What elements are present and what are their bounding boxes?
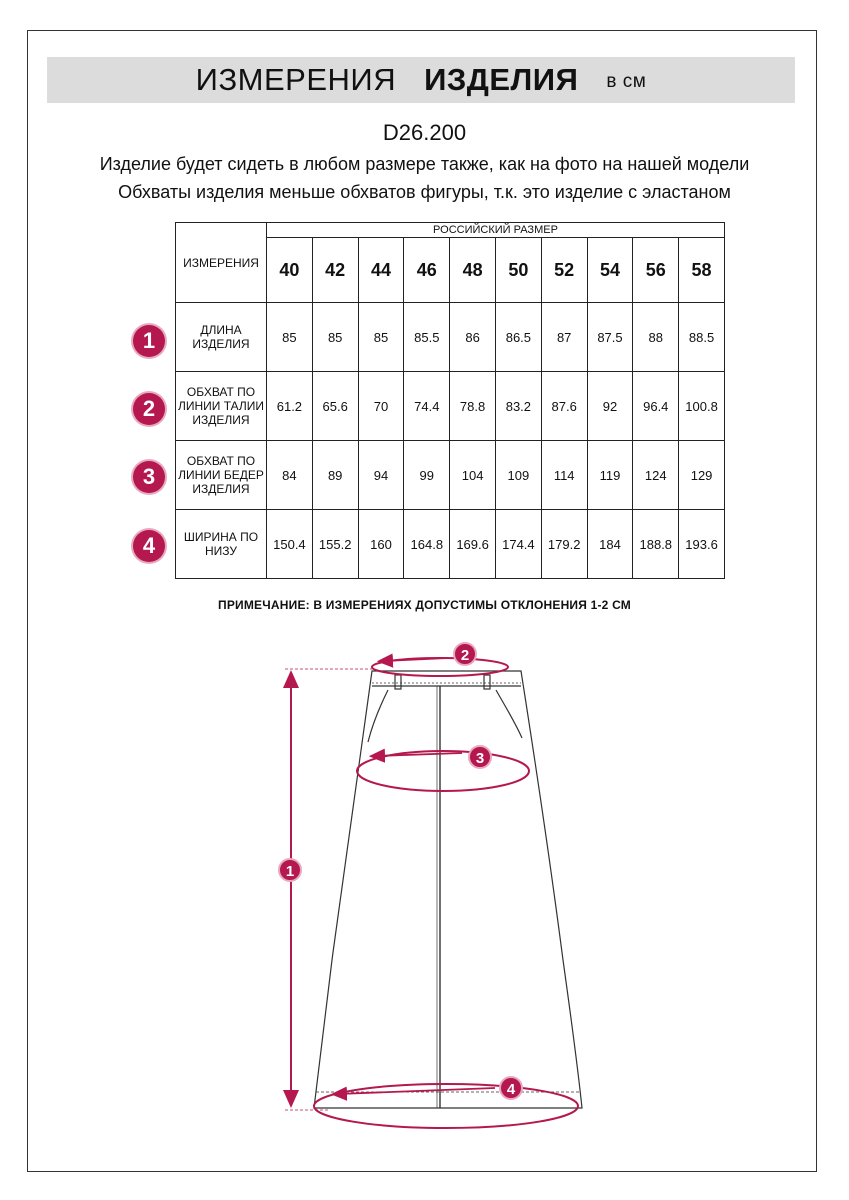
size-header: 46 <box>404 238 450 303</box>
size-header: 40 <box>267 238 313 303</box>
row-label: ДЛИНА ИЗДЕЛИЯ <box>176 303 267 372</box>
table-cell: 188.8 <box>633 510 679 579</box>
table-cell: 179.2 <box>541 510 587 579</box>
table-cell: 89 <box>312 441 358 510</box>
measure-badge-1: 1 <box>133 325 165 357</box>
table-cell: 160 <box>358 510 404 579</box>
measure-badge-4: 4 <box>133 530 165 562</box>
product-code: D26.200 <box>382 120 467 145</box>
table-cell: 86 <box>450 303 496 372</box>
table-cell: 83.2 <box>495 372 541 441</box>
skirt-outline <box>314 671 582 1108</box>
remark-note: ПРИМЕЧАНИЕ: В ИЗМЕРЕНИЯХ ДОПУСТИМЫ ОТКЛОНЕНИЯ 1-2 СМ <box>218 598 631 612</box>
diagram-marker-4 <box>500 1077 522 1099</box>
table-cell: 92 <box>587 372 633 441</box>
table-cell: 193.6 <box>679 510 725 579</box>
diagram-marker-1 <box>279 859 301 881</box>
table-cell: 150.4 <box>267 510 313 579</box>
title-part2: ИЗДЕЛИЯ <box>424 62 579 97</box>
table-cell: 124 <box>633 441 679 510</box>
title-part1: ИЗМЕРЕНИЯ <box>195 62 397 97</box>
table-cell: 85 <box>312 303 358 372</box>
size-header: 58 <box>679 238 725 303</box>
size-header: 56 <box>633 238 679 303</box>
size-header: 48 <box>450 238 496 303</box>
row-label: ШИРИНА ПО НИЗУ <box>176 510 267 579</box>
table-cell: 104 <box>450 441 496 510</box>
table-cell: 85 <box>358 303 404 372</box>
table-cell: 96.4 <box>633 372 679 441</box>
marker-label: 1 <box>285 863 295 880</box>
table-cell: 87.6 <box>541 372 587 441</box>
table-cell: 109 <box>495 441 541 510</box>
row-label: ОБХВАТ ПО ЛИНИИ ТАЛИИ ИЗДЕЛИЯ <box>176 372 267 441</box>
table-cell: 87.5 <box>587 303 633 372</box>
table-cell: 87 <box>541 303 587 372</box>
size-header: 44 <box>358 238 404 303</box>
table-cell: 61.2 <box>267 372 313 441</box>
table-cell: 84 <box>267 441 313 510</box>
measure-badge-2: 2 <box>133 393 165 425</box>
table-cell: 86.5 <box>495 303 541 372</box>
table-cell: 184 <box>587 510 633 579</box>
table-cell: 99 <box>404 441 450 510</box>
diagram-marker-3 <box>469 746 491 768</box>
table-cell: 174.4 <box>495 510 541 579</box>
table-cell: 78.8 <box>450 372 496 441</box>
table-cell: 129 <box>679 441 725 510</box>
table-cell: 88.5 <box>679 303 725 372</box>
table-cell: 100.8 <box>679 372 725 441</box>
table-cell: 94 <box>358 441 404 510</box>
fit-note: Изделие будет сидеть в любом размере также, как на фото на нашей модели <box>99 154 750 174</box>
size-header: 52 <box>541 238 587 303</box>
size-header: 54 <box>587 238 633 303</box>
size-header: 42 <box>312 238 358 303</box>
row-label: ОБХВАТ ПО ЛИНИИ БЕДЕР ИЗДЕЛИЯ <box>176 441 267 510</box>
table-cell: 85 <box>267 303 313 372</box>
size-group-header: РОССИЙСКИЙ РАЗМЕР <box>267 223 725 238</box>
size-header: 50 <box>495 238 541 303</box>
marker-label: 4 <box>506 1081 516 1098</box>
marker-label: 3 <box>475 750 485 767</box>
marker-label: 2 <box>460 647 470 664</box>
table-cell: 169.6 <box>450 510 496 579</box>
table-cell: 70 <box>358 372 404 441</box>
table-cell: 155.2 <box>312 510 358 579</box>
table-cell: 114 <box>541 441 587 510</box>
elastane-note: Обхваты изделия меньше обхватов фигуры, т.к. это изделие с эластаном <box>118 182 731 202</box>
diagram-marker-2 <box>454 643 476 665</box>
table-cell: 119 <box>587 441 633 510</box>
table-cell: 65.6 <box>312 372 358 441</box>
table-cell: 88 <box>633 303 679 372</box>
title-unit: в см <box>606 71 647 92</box>
table-cell: 74.4 <box>404 372 450 441</box>
measurements-header: ИЗМЕРЕНИЯ <box>176 223 267 303</box>
table-cell: 85.5 <box>404 303 450 372</box>
table-cell: 164.8 <box>404 510 450 579</box>
measure-badge-3: 3 <box>133 461 165 493</box>
